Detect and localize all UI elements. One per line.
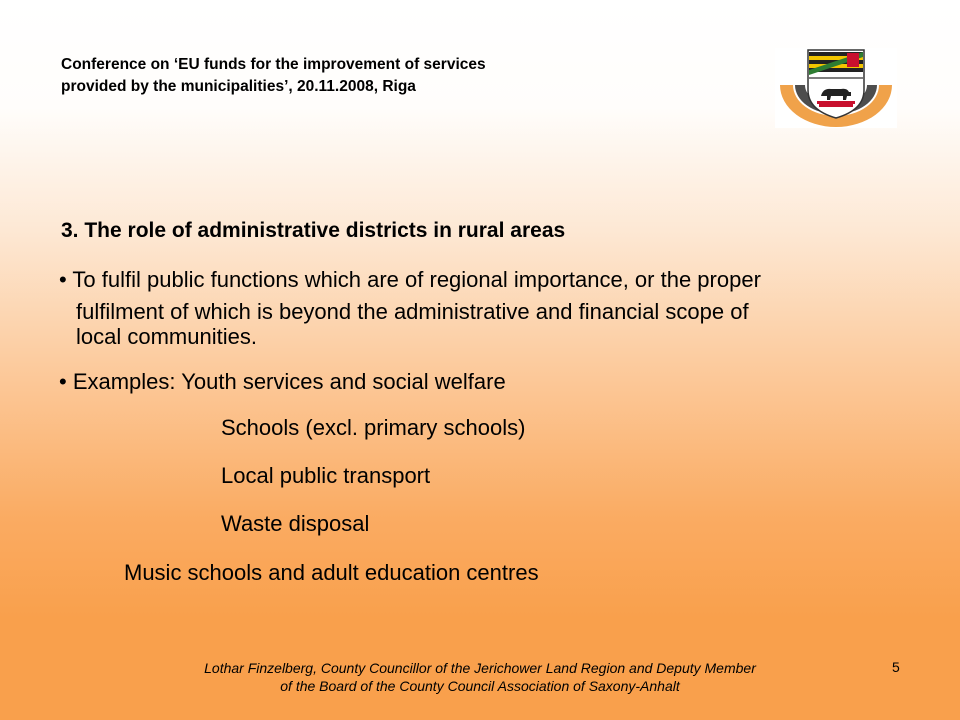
example-item: Music schools and adult education centres <box>124 560 539 585</box>
example-item: Local public transport <box>221 463 431 488</box>
footer-line-1: Lothar Finzelberg, County Councillor of the Jerichower Land Region and Deputy Member <box>204 660 756 676</box>
bullet-1-line-1: • To fulfil public functions which are of regional importance, or the proper <box>59 267 761 292</box>
coat-of-arms-icon <box>775 48 897 128</box>
bullet-1-line-2: fulfilment of which is beyond the administrative and financial scope of <box>76 299 749 324</box>
section-heading: 3. The role of administrative districts in rural areas <box>61 219 566 242</box>
example-item: Schools (excl. primary schools) <box>221 415 526 440</box>
conference-title-line-2: provided by the municipalities’, 20.11.2008, Riga <box>61 78 416 95</box>
conference-title-line-1: Conference on ‘EU funds for the improvement of services <box>61 56 486 73</box>
example-item: Waste disposal <box>221 511 370 536</box>
page-number: 5 <box>892 659 900 675</box>
footer-line-2: of the Board of the County Council Association of Saxony-Anhalt <box>280 678 680 694</box>
coat-of-arms-logo <box>775 48 897 128</box>
footer-credit <box>140 659 820 695</box>
bullet-1-line-3: local communities. <box>76 324 257 349</box>
bullet-2-examples: • Examples: Youth services and social welfare <box>59 369 506 394</box>
